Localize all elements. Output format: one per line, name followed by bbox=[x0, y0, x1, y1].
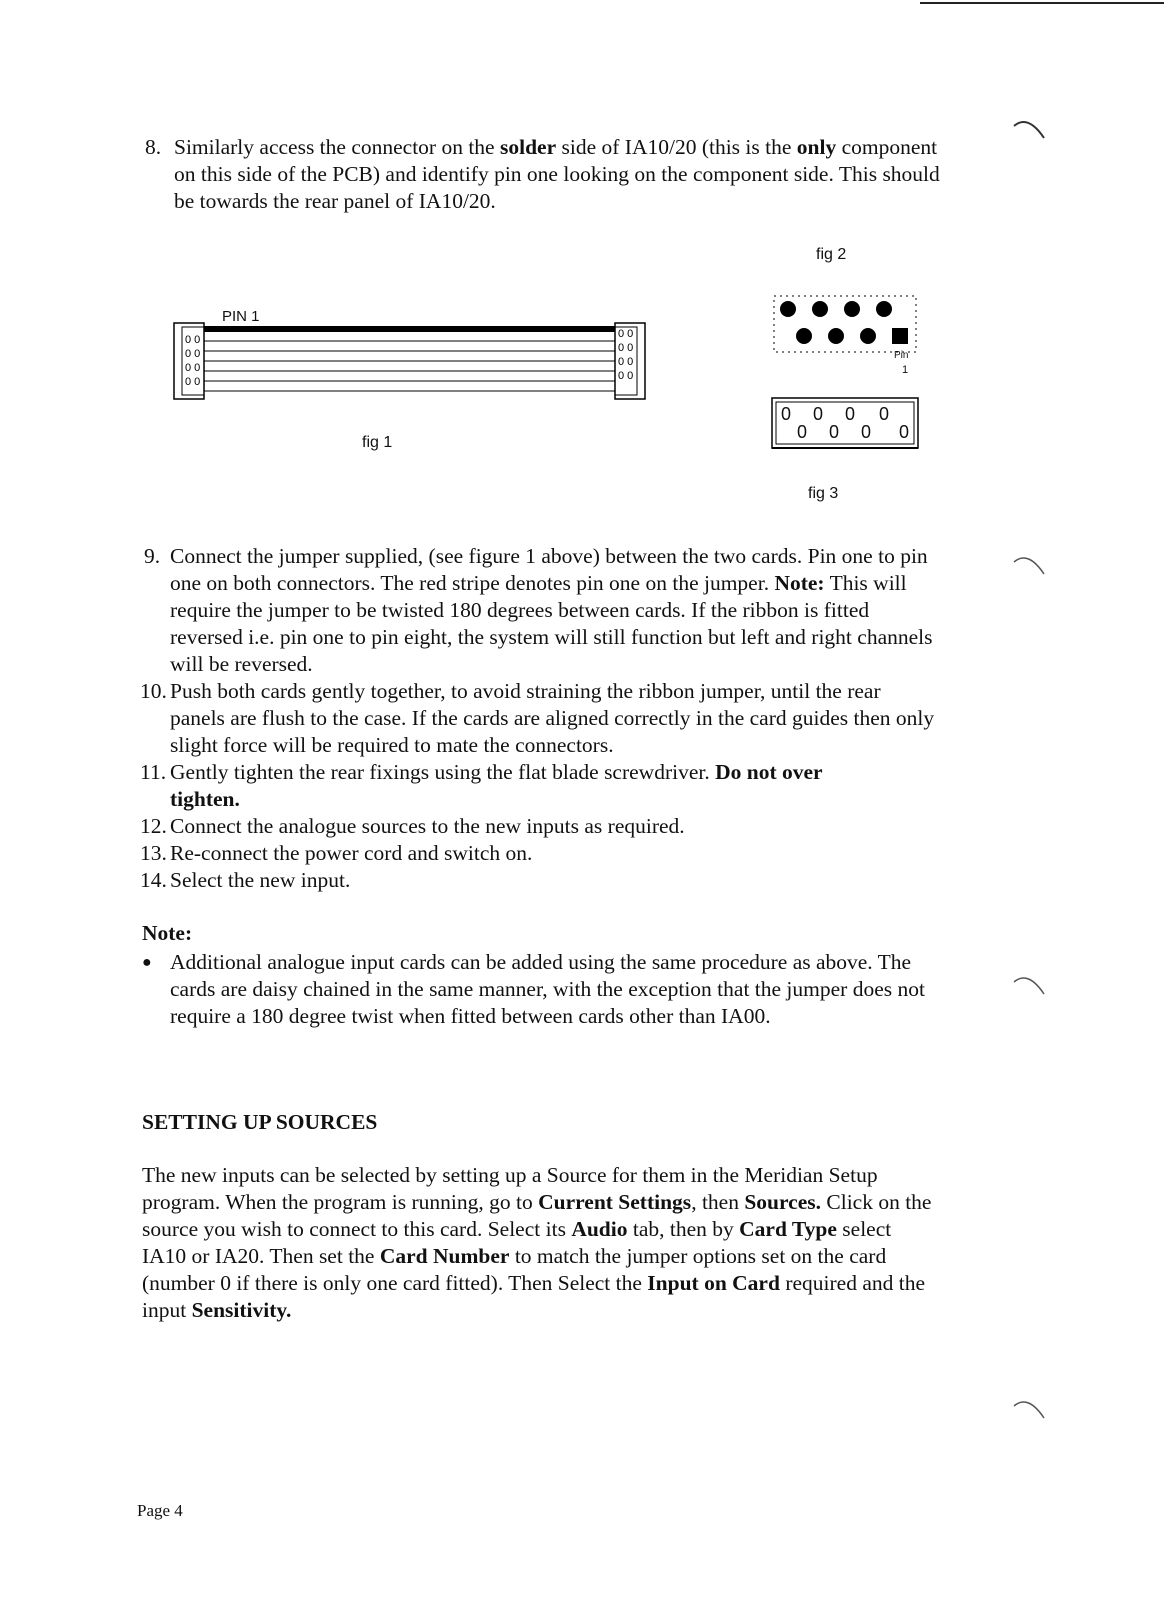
bold-text: Note: bbox=[774, 571, 825, 595]
pin-label: Pin bbox=[894, 350, 909, 361]
binder-hole-mark bbox=[1010, 548, 1050, 578]
step-number: 8. bbox=[145, 135, 162, 159]
step-number: 9. bbox=[144, 544, 161, 568]
note-text: Additional analogue input cards can be added using the same procedure as above. The cards are daisy chained in the same manner, with the exception that the jumper does not require a 180 degree twist when fitted between cards other than IA00. bbox=[170, 950, 925, 1028]
text-run: side of IA10/20 (this is the bbox=[556, 135, 797, 159]
bullet-icon: ● bbox=[142, 954, 152, 971]
text-run: This will require the jumper to be twisted 180 degrees between cards. If the ribbon is fitted reversed i.e. pin one to pin eight, the system will still function but left and right channels will be reversed. bbox=[170, 571, 933, 676]
fig3-pin-digits: 0 0 0 0 0 0 0 0 bbox=[781, 404, 910, 442]
svg-text:0 0: 0 0 bbox=[618, 356, 634, 368]
page-number: Page 4 bbox=[137, 1501, 183, 1520]
binder-hole-mark bbox=[1010, 112, 1050, 142]
step-text bbox=[170, 759, 890, 813]
text-run: Push both cards gently together, to avoid straining the ribbon jumper, until the rear panels are flush to the case. If the cards are aligned correctly in the card guides then only slight force will be required to mate the connectors. bbox=[170, 679, 935, 757]
svg-text:0 0: 0 0 bbox=[185, 362, 201, 374]
text-run: select IA10 or IA20. Then set the bbox=[142, 1217, 892, 1268]
bold-text: Do not over tighten. bbox=[170, 760, 823, 811]
text-run: required and the input bbox=[142, 1271, 925, 1322]
svg-text:0 0: 0 0 bbox=[185, 376, 201, 388]
section-heading: SETTING UP SOURCES bbox=[142, 1110, 378, 1134]
bold-text: Card Type bbox=[739, 1217, 837, 1241]
bold-text: Sensitivity. bbox=[191, 1298, 292, 1322]
text-run: Select the new input. bbox=[170, 868, 351, 892]
page-top-rule bbox=[920, 2, 1164, 4]
fig2-caption: fig 2 bbox=[816, 246, 847, 263]
svg-text:0 0: 0 0 bbox=[618, 342, 634, 354]
pin1-label: PIN 1 bbox=[222, 308, 260, 325]
text-run: Gently tighten the rear fixings using the flat blade screwdriver. bbox=[170, 760, 716, 784]
text-run: The new inputs can be selected by setting up a Source for them in the Meridian Setup program. When the program is running, go to bbox=[142, 1163, 878, 1214]
step-text bbox=[170, 840, 940, 867]
fig1-caption: fig 1 bbox=[362, 434, 393, 451]
text-run: Re-connect the power cord and switch on. bbox=[170, 841, 533, 865]
text-run: , then bbox=[691, 1190, 745, 1214]
binder-hole-mark bbox=[1010, 968, 1050, 998]
bold-text: only bbox=[796, 135, 837, 159]
step-text bbox=[170, 813, 940, 840]
svg-text:0 0: 0 0 bbox=[618, 370, 634, 382]
text-run: Click on the source you wish to connect to this card. Select its bbox=[142, 1190, 932, 1241]
text-run: Connect the analogue sources to the new inputs as required. bbox=[170, 814, 685, 838]
step-number: 10. bbox=[140, 679, 167, 703]
fig3-caption: fig 3 bbox=[808, 485, 839, 502]
step-number: 11. bbox=[140, 760, 167, 784]
step-text bbox=[170, 543, 940, 678]
section-paragraph bbox=[142, 1162, 932, 1324]
pin-number: 1 bbox=[902, 364, 909, 376]
svg-text:0 0: 0 0 bbox=[185, 348, 201, 360]
step-number: 13. bbox=[140, 841, 167, 865]
svg-text:0 0: 0 0 bbox=[618, 328, 634, 340]
text-run: component on this side of the PCB) and identify pin one looking on the component side. This should be towards the rear panel of IA10/20. bbox=[174, 135, 940, 213]
bold-text: solder bbox=[499, 135, 557, 159]
note-heading: Note: bbox=[142, 921, 193, 945]
bold-text: Current Settings bbox=[538, 1190, 692, 1214]
text-run: Similarly access the connector on the bbox=[174, 135, 500, 159]
step-text bbox=[170, 867, 940, 894]
bold-text: Card Number bbox=[379, 1244, 510, 1268]
step-number: 12. bbox=[140, 814, 167, 838]
bold-text: Input on Card bbox=[647, 1271, 780, 1295]
bold-text: Audio bbox=[571, 1217, 628, 1241]
step-text bbox=[170, 678, 940, 759]
binder-hole-mark bbox=[1010, 1392, 1050, 1422]
step-number: 14. bbox=[140, 868, 167, 892]
step-text bbox=[174, 134, 954, 215]
bold-text: Sources. bbox=[744, 1190, 821, 1214]
text-run: tab, then by bbox=[627, 1217, 740, 1241]
svg-text:0 0: 0 0 bbox=[185, 334, 201, 346]
text-run: to match the jumper options set on the card (number 0 if there is only one card fitted). Then Select the bbox=[142, 1244, 887, 1295]
text-run: Connect the jumper supplied, (see figure 1 above) between the two cards. Pin one to pin one on both connectors. The red stripe denotes pin one on the jumper. bbox=[170, 544, 928, 595]
